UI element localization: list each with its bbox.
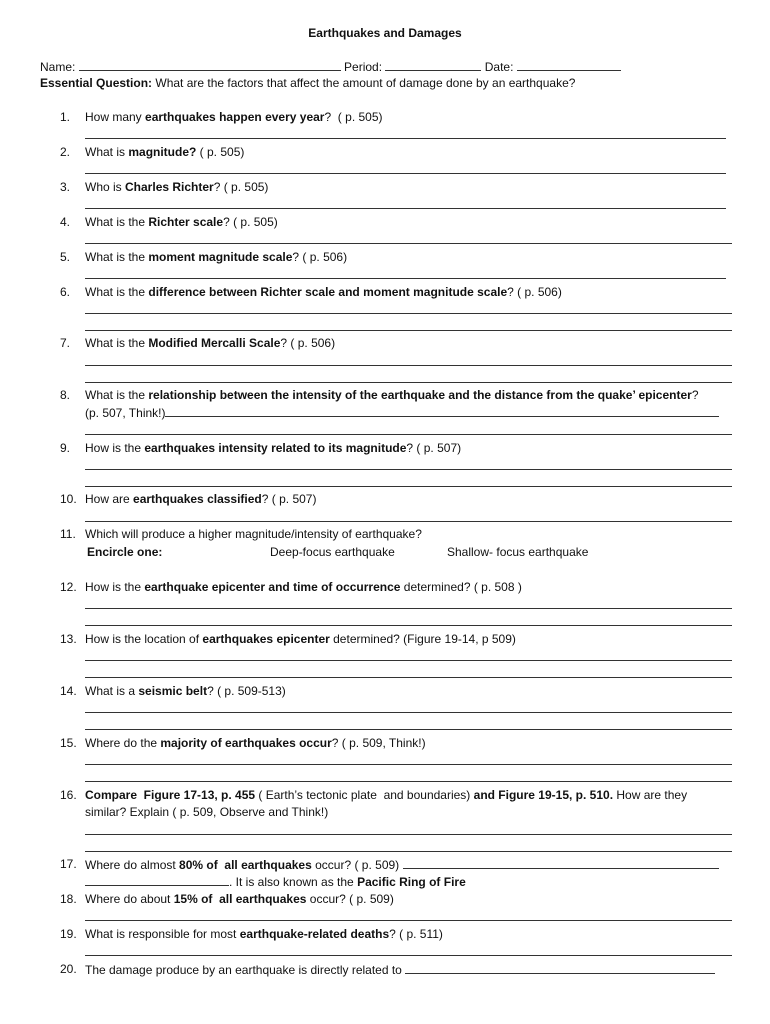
answer-line[interactable] [85,173,726,174]
date-blank[interactable] [517,59,621,71]
answer-line[interactable] [85,469,732,470]
answer-line[interactable] [85,955,732,956]
question-number: 19. [60,927,77,941]
question-6: What is the difference between Richter scale and moment magnitude scale? ( p. 506) [85,285,562,299]
question-20: The damage produce by an earthquake is directly related to [85,962,715,977]
answer-line[interactable] [85,243,732,244]
answer-blank[interactable] [85,874,229,886]
answer-blank[interactable] [403,857,719,869]
question-number: 3. [60,180,71,194]
answer-line[interactable] [85,729,732,730]
answer-line[interactable] [85,625,732,626]
name-period-date-line [40,59,621,74]
answer-line[interactable] [85,208,726,209]
answer-line[interactable] [85,677,732,678]
question-2: What is magnitude? ( p. 505) [85,145,245,159]
question-12: How is the earthquake epicenter and time of occurrence determined? ( p. 508 ) [85,580,522,594]
answer-line[interactable] [85,781,732,782]
question-18: Where do about 15% of all earthquakes occur? ( p. 509) [85,892,394,906]
answer-line[interactable] [85,365,732,366]
question-3: Who is Charles Richter? ( p. 505) [85,180,269,194]
question-14: What is a seismic belt? ( p. 509-513) [85,684,286,698]
question-number: 9. [60,441,71,455]
answer-line[interactable] [85,920,732,921]
question-number: 4. [60,215,71,229]
question-4: What is the Richter scale? ( p. 505) [85,215,278,229]
option-deep-focus[interactable]: Deep-focus earthquake [270,545,395,559]
answer-line[interactable] [85,330,732,331]
answer-line[interactable] [85,278,726,279]
question-8: What is the relationship between the intensity of the earthquake and the distance from the quake’ epicenter? [85,388,699,402]
name-label: Name: [40,60,76,74]
question-1: How many earthquakes happen every year? ( p. 505) [85,110,383,124]
question-number: 1. [60,110,71,124]
period-blank[interactable] [385,59,481,71]
question-number: 6. [60,285,71,299]
question-13: How is the location of earthquakes epicenter determined? (Figure 19-14, p 509) [85,632,516,646]
period-label: Period: [344,60,383,74]
question-number: 2. [60,145,71,159]
question-16: Compare Figure 17-13, p. 455 ( Earth’s tectonic plate and boundaries) and Figure 19-15, p. 510. How are they [85,788,688,802]
answer-line[interactable] [85,313,732,314]
answer-blank[interactable] [405,962,715,974]
answer-blank[interactable] [165,405,719,417]
question-number: 20. [60,962,77,976]
question-8-continued: (p. 507, Think!) [85,405,719,420]
answer-line[interactable] [85,486,732,487]
answer-line[interactable] [85,382,732,383]
question-number: 16. [60,788,77,802]
essential-question: Essential Question: What are the factors that affect the amount of damage done by an earthquake? [40,76,576,90]
question-number: 5. [60,250,71,264]
date-label: Date: [484,60,514,74]
page-title: Earthquakes and Damages [308,26,462,40]
question-number: 17. [60,857,77,871]
name-blank[interactable] [79,59,341,71]
question-17: Where do almost 80% of all earthquakes occur? ( p. 509) [85,857,719,872]
answer-line[interactable] [85,834,732,835]
answer-line[interactable] [85,434,732,435]
answer-line[interactable] [85,851,732,852]
question-11: Which will produce a higher magnitude/intensity of earthquake? [85,527,422,541]
question-15: Where do the majority of earthquakes occur? ( p. 509, Think!) [85,736,426,750]
question-number: 15. [60,736,77,750]
question-number: 11. [60,527,76,541]
question-number: 13. [60,632,77,646]
answer-line[interactable] [85,521,732,522]
question-9: How is the earthquakes intensity related to its magnitude? ( p. 507) [85,441,462,455]
question-19: What is responsible for most earthquake-related deaths? ( p. 511) [85,927,443,941]
answer-line[interactable] [85,608,732,609]
question-10: How are earthquakes classified? ( p. 507) [85,492,317,506]
question-number: 14. [60,684,77,698]
question-7: What is the Modified Mercalli Scale? ( p. 506) [85,336,336,350]
answer-line[interactable] [85,138,726,139]
question-number: 18. [60,892,77,906]
question-16-continued: similar? Explain ( p. 509, Observe and Think!) [85,805,329,819]
question-number: 8. [60,388,71,402]
question-17-continued: . It is also known as the Pacific Ring of Fire [85,874,466,889]
answer-line[interactable] [85,764,732,765]
question-number: 12. [60,580,77,594]
option-shallow-focus[interactable]: Shallow- focus earthquake [447,545,589,559]
encircle-label: Encircle one: [87,545,163,559]
answer-line[interactable] [85,712,732,713]
question-number: 7. [60,336,71,350]
answer-line[interactable] [85,660,732,661]
question-number: 10. [60,492,77,506]
question-5: What is the moment magnitude scale? ( p. 506) [85,250,348,264]
